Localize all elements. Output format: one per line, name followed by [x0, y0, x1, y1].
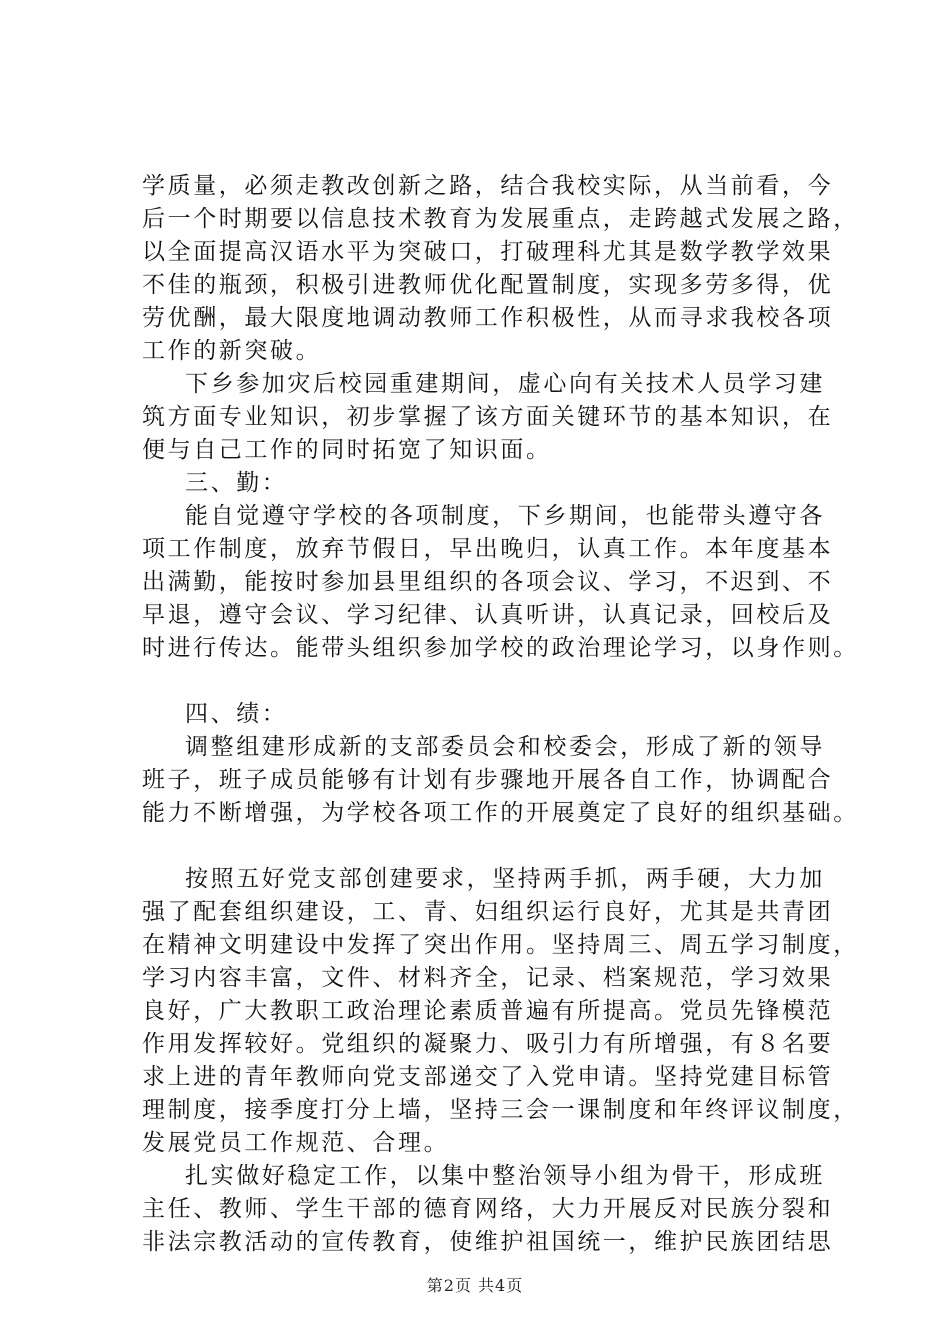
body-line: 主任、教师、学生干部的德育网络，大力开展反对民族分裂和: [142, 1196, 834, 1222]
section-heading-qin: 三、勤：: [185, 470, 288, 496]
section-heading-ji: 四、绩：: [185, 701, 288, 727]
body-line: 非法宗教活动的宣传教育，使维护祖国统一，维护民族团结思: [142, 1229, 834, 1255]
body-line: 筑方面专业知识，初步掌握了该方面关键环节的基本知识，在: [142, 404, 834, 430]
body-line: 工作的新突破。: [142, 338, 322, 364]
body-line: 学质量，必须走教改创新之路，结合我校实际，从当前看，今: [142, 173, 834, 199]
body-line: 良好，广大教职工政治理论素质普遍有所提高。党员先锋模范: [142, 998, 834, 1024]
page-body: [142, 170, 859, 1259]
paragraph-start-line: 能自觉遵守学校的各项制度，下乡期间，也能带头遵守各: [185, 503, 825, 529]
page-number-label: 第2页 共4页: [426, 1276, 524, 1295]
body-line: 强了配套组织建设，工、青、妇组织运行良好，尤其是共青团: [142, 899, 834, 925]
body-line: 时进行传达。能带头组织参加学校的政治理论学习，以身作则。: [142, 635, 859, 661]
blank-line: [142, 830, 856, 863]
paragraph-start-line: 扎实做好稳定工作，以集中整治领导小组为骨干，形成班: [185, 1163, 825, 1189]
paragraph-start-line: 按照五好党支部创建要求，坚持两手抓，两手硬，大力加: [185, 866, 825, 892]
body-line: 求上进的青年教师向党支部递交了入党申请。坚持党建目标管: [142, 1064, 834, 1090]
body-line: 后一个时期要以信息技术教育为发展重点，走跨越式发展之路，: [142, 206, 859, 232]
body-line: 班子，班子成员能够有计划有步骤地开展各自工作，协调配合: [142, 767, 834, 793]
body-line: 理制度，接季度打分上墙，坚持三会一课制度和年终评议制度，: [142, 1097, 859, 1123]
body-line: 以全面提高汉语水平为突破口，打破理科尤其是数学教学效果: [142, 239, 834, 265]
body-line: 项工作制度，放弃节假日，早出晚归，认真工作。本年度基本: [142, 536, 834, 562]
page-footer: [0, 1276, 950, 1296]
body-line: 能力不断增强，为学校各项工作的开展奠定了良好的组织基础。: [142, 800, 859, 826]
paragraph-start-line: 调整组建形成新的支部委员会和校委会，形成了新的领导: [185, 734, 825, 760]
body-line: 学习内容丰富，文件、材料齐全，记录、档案规范，学习效果: [142, 965, 834, 991]
body-line: 便与自己工作的同时拓宽了知识面。: [142, 437, 552, 463]
body-line: 在精神文明建设中发挥了突出作用。坚持周三、周五学习制度，: [142, 932, 859, 958]
body-line: 早退，遵守会议、学习纪律、认真听讲，认真记录，回校后及: [142, 602, 834, 628]
body-line: 出满勤，能按时参加县里组织的各项会议、学习，不迟到、不: [142, 569, 834, 595]
blank-line: [142, 665, 856, 698]
body-line: 劳优酬，最大限度地调动教师工作积极性，从而寻求我校各项: [142, 305, 834, 331]
paragraph-start-line: 下乡参加灾后校园重建期间，虚心向有关技术人员学习建: [185, 371, 825, 397]
body-line: 作用发挥较好。党组织的凝聚力、吸引力有所增强，有８名要: [142, 1031, 834, 1057]
body-line: 发展党员工作规范、合理。: [142, 1130, 450, 1156]
body-line: 不佳的瓶颈，积极引进教师优化配置制度，实现多劳多得，优: [142, 272, 834, 298]
